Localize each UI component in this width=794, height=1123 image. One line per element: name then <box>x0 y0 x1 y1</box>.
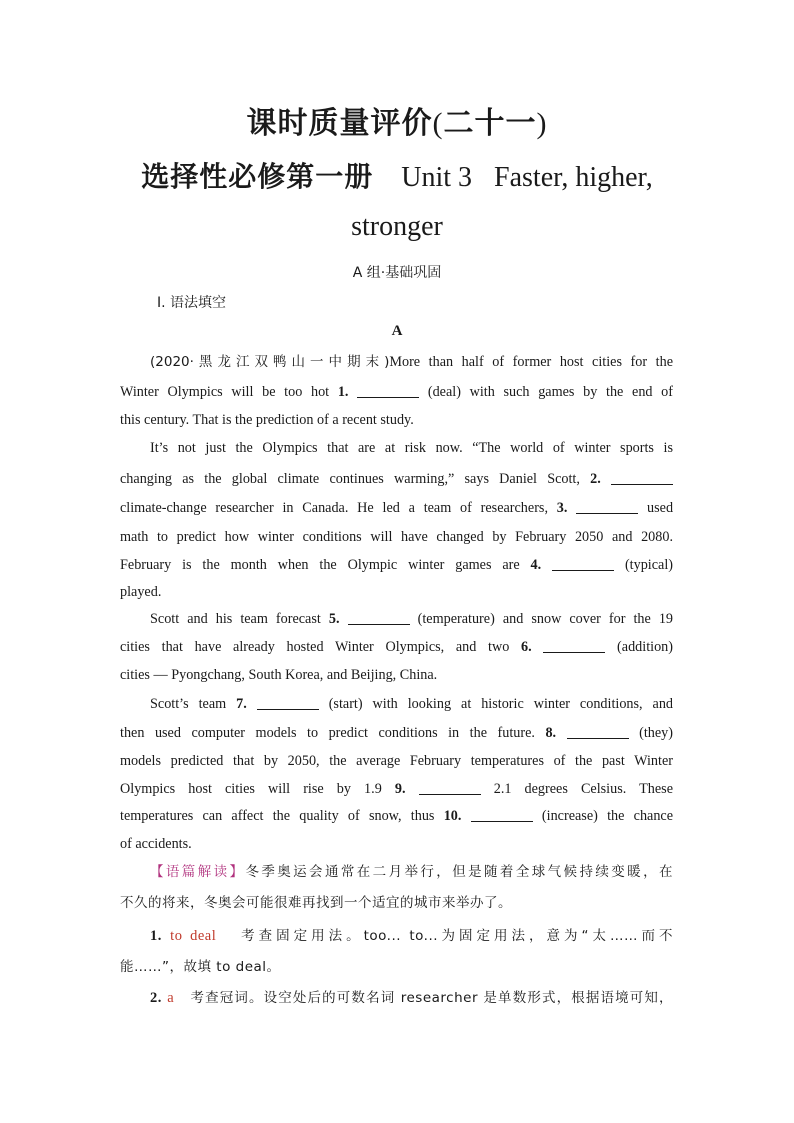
title-paren-close: ) <box>536 107 548 140</box>
answer-1: to deal <box>170 928 217 944</box>
blank-8[interactable] <box>567 724 629 739</box>
passage-line: of accidents. <box>120 836 192 852</box>
blank-2[interactable] <box>611 470 673 485</box>
reading-note: 不久的将来，冬奥会可能很难再找到一个适宜的城市来举办了。 <box>120 895 512 911</box>
answer-item: 2. a 考查冠词。设空处后的可数名词 researcher 是单数形式，根据语境可知， <box>150 990 673 1006</box>
title-cn: 课时质量评价 <box>246 106 433 141</box>
passage-line: Scott’s team 7. (start) with looking at historic winter conditions, and <box>150 696 674 712</box>
passage-line: (2020·黑龙江双鸭山一中期末)More than half of former host cities for the <box>150 354 673 370</box>
subtitle <box>0 155 794 195</box>
passage-line: Olympics host cities will rise by 1.9 9. 2.1 degrees Celsius. These <box>120 781 673 797</box>
answer-item: 能……”，故填 to deal。 <box>120 959 281 975</box>
page-title <box>0 98 794 142</box>
passage-line: cities — Pyongchang, South Korea, and Beijing, China. <box>120 667 438 683</box>
section-label: Ⅰ. 语法填空 <box>157 295 227 311</box>
passage-line: Winter Olympics will be too hot 1. (deal) with such games by the end of <box>120 384 674 400</box>
passage-line: temperatures can affect the quality of snow, thus 10. (increase) the chance <box>120 808 674 824</box>
title-number: 二十一 <box>443 106 537 141</box>
title-paren-open: ( <box>432 107 444 140</box>
passage-line: Scott and his team forecast 5. (temperature) and snow cover for the 19 <box>150 611 674 627</box>
passage-line: cities that have already hosted Winter Olympics, and two 6. (addition) <box>120 639 673 655</box>
unit-title-part2: stronger <box>351 211 443 242</box>
blank-10[interactable] <box>471 807 533 822</box>
blank-5[interactable] <box>348 610 410 625</box>
blank-4[interactable] <box>552 556 614 571</box>
blank-3[interactable] <box>576 499 638 514</box>
answer-item: 1. to deal 考查固定用法。too... to...为固定用法，意为“太……而不 <box>150 928 673 944</box>
passage-line: played. <box>120 584 162 600</box>
passage-line: models predicted that by 2050, the average February temperatures of the past Winter <box>120 753 673 769</box>
source-note: (2020·黑龙江双鸭山一中期末) <box>150 354 390 370</box>
passage-line: this century. That is the prediction of a recent study. <box>120 412 414 428</box>
passage-line: then used computer models to predict conditions in the future. 8. (they) <box>120 725 674 741</box>
blank-1[interactable] <box>357 383 419 398</box>
unit-title-part1: Faster, higher, <box>494 162 653 193</box>
passage-line: It’s not just the Olympics that are at risk now. “The world of winter sports is <box>150 440 673 456</box>
passage-line: February is the month when the Olympic winter games are 4. (typical) <box>120 557 673 573</box>
passage-line: climate-change researcher in Canada. He led a team of researchers, 3. used <box>120 500 674 516</box>
answer-2: a <box>167 990 175 1006</box>
group-label: A 组·基础巩固 <box>352 265 442 281</box>
subtitle-cn: 选择性必修第一册 <box>141 160 374 193</box>
blank-7[interactable] <box>257 695 319 710</box>
passage-line: math to predict how winter conditions will have changed by February 2050 and 2080. <box>120 529 673 545</box>
unit-label: Unit 3 <box>401 162 473 193</box>
reading-tag: 【语篇解读】 <box>150 864 246 880</box>
blank-6[interactable] <box>543 638 605 653</box>
passage-line: changing as the global climate continues warming,” says Daniel Scott, 2. <box>120 469 673 489</box>
reading-note: 【语篇解读】冬季奥运会通常在二月举行，但是随着全球气候持续变暖，在 <box>150 864 673 880</box>
passage-label: A <box>391 323 403 339</box>
blank-9[interactable] <box>419 780 481 795</box>
